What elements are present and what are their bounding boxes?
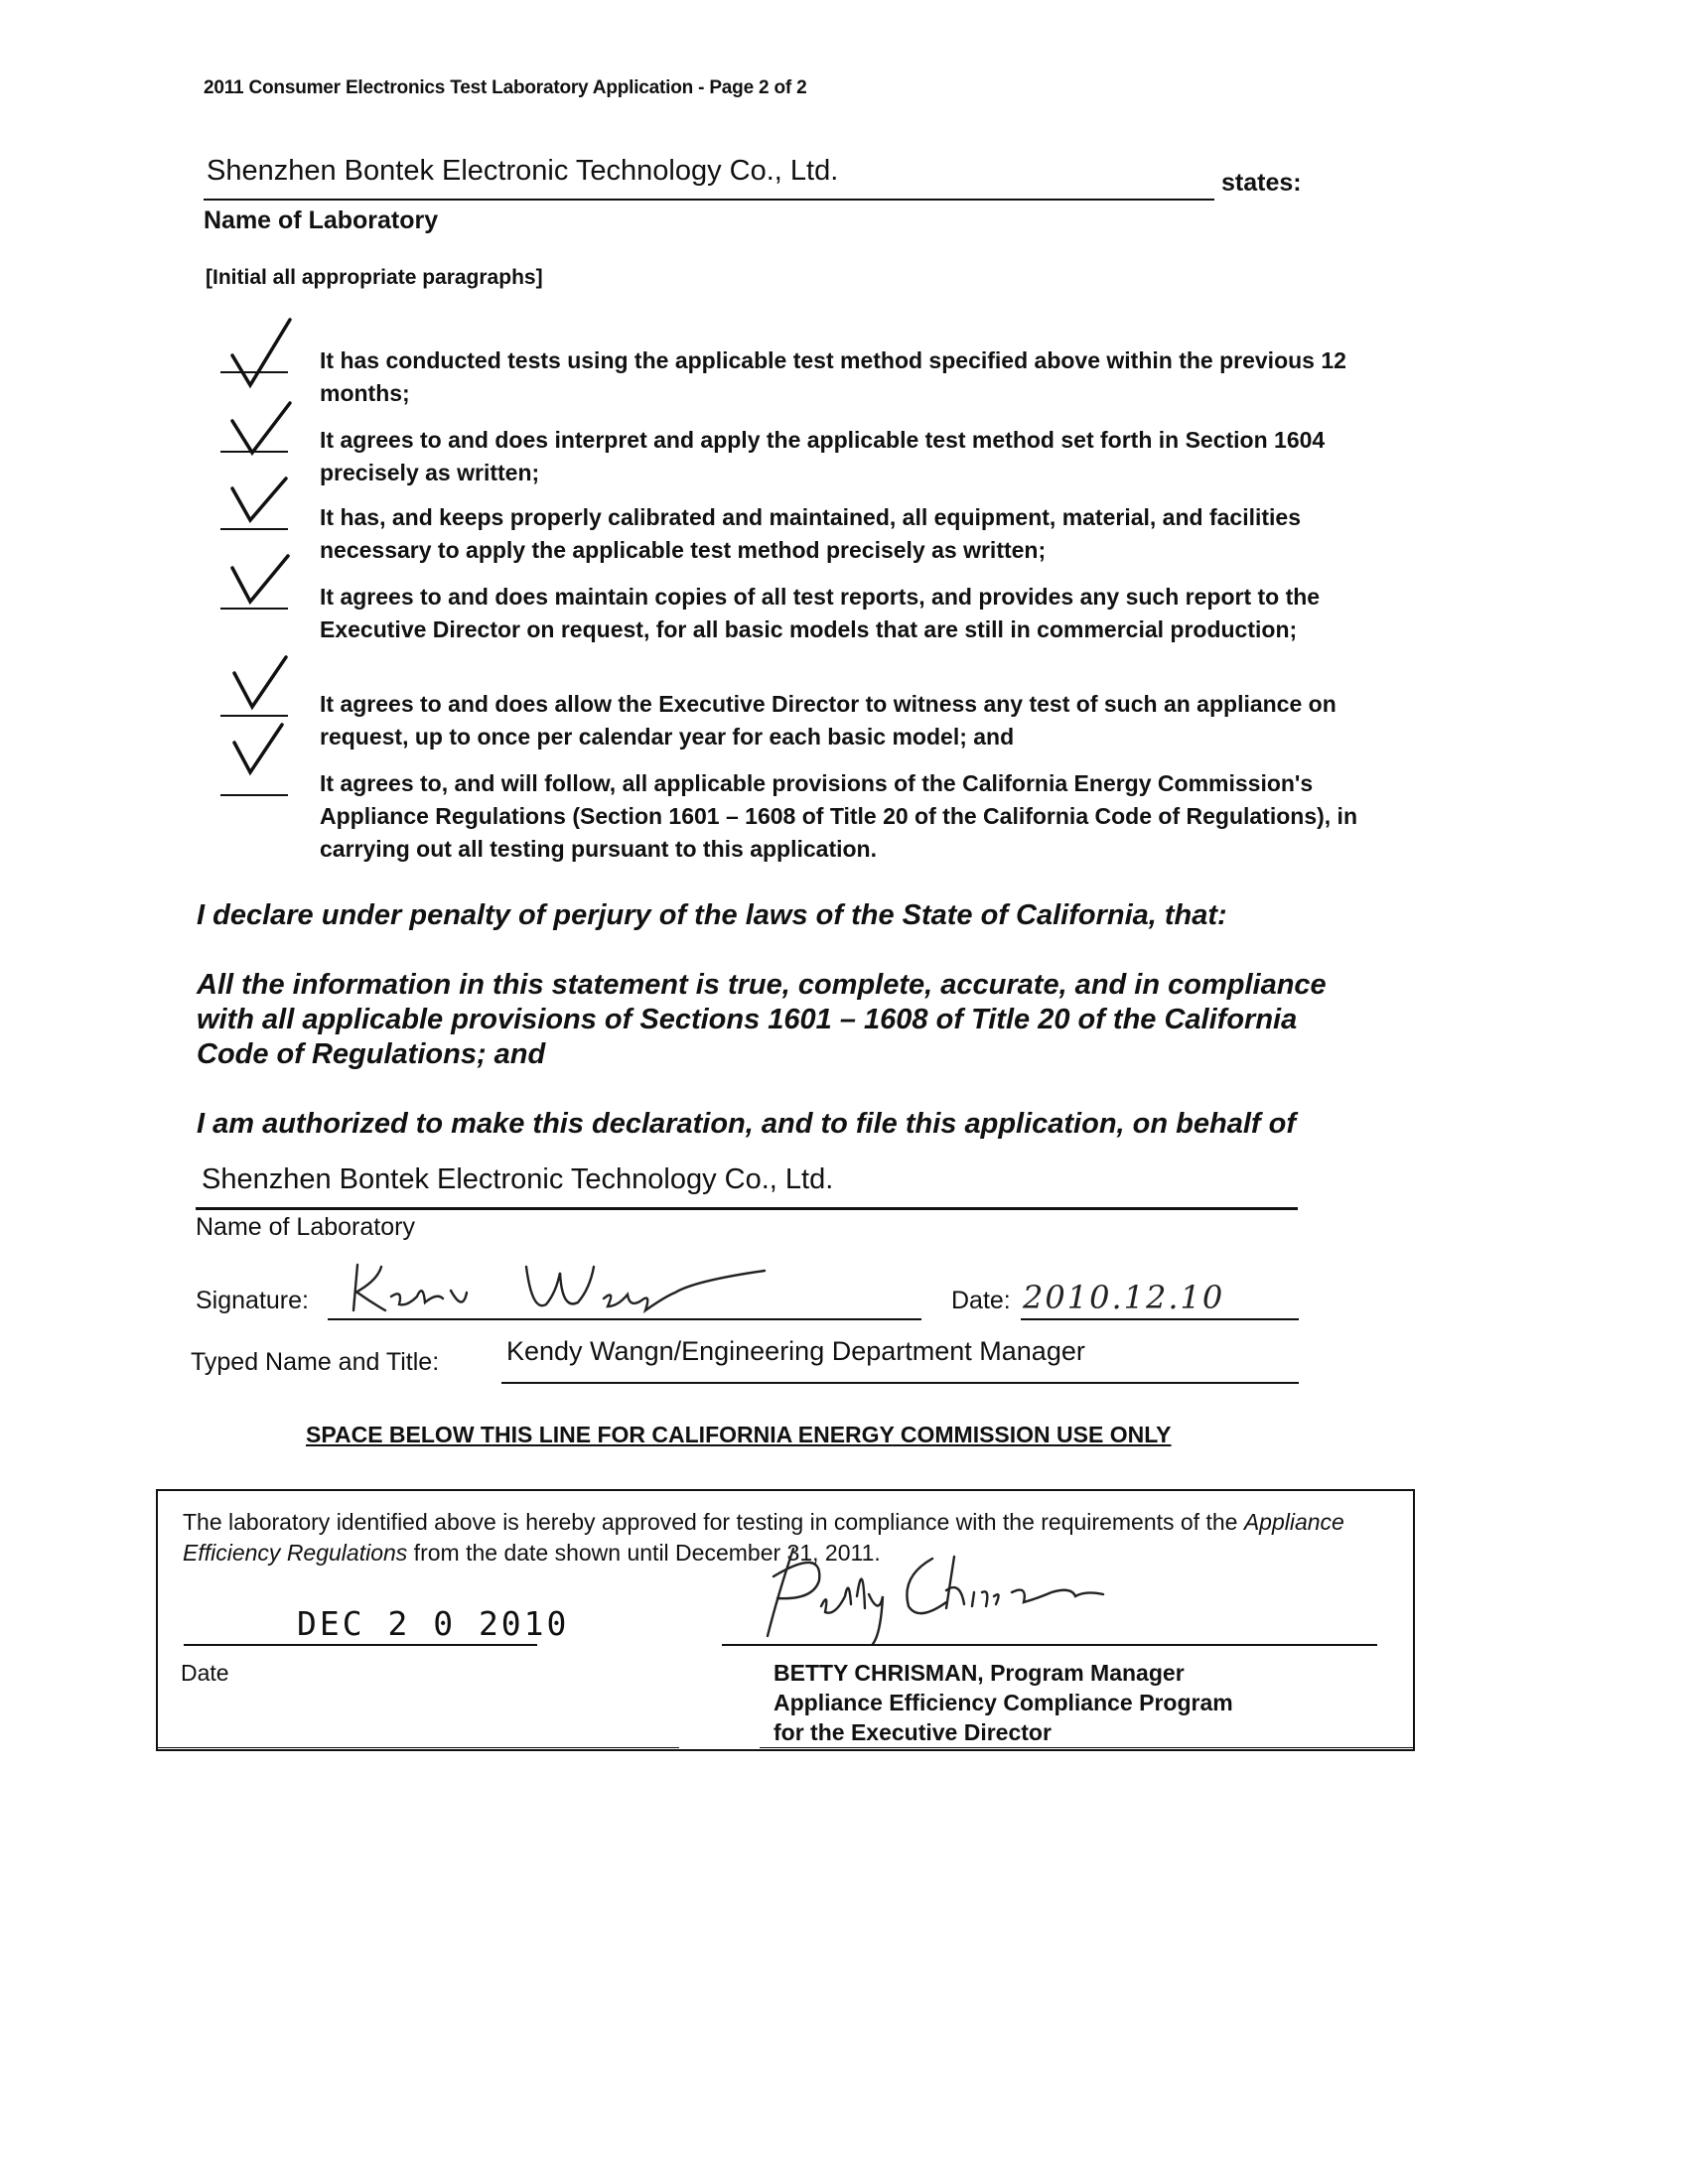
- approver-signature-rule: [722, 1644, 1377, 1646]
- laboratory-name-label: Name of Laboratory: [204, 206, 439, 234]
- paragraph-item: It agrees to and does interpret and apply the applicable test method set forth in Section 1604 precisely as written;: [320, 427, 1326, 485]
- approver-details: [774, 1658, 1233, 1747]
- checkmark-icon: [226, 399, 294, 459]
- initial-blank: [220, 715, 288, 717]
- declaration-line-2: All the information in this statement is true, complete, accurate, and in compliance with all applicable provisions of Sections 1601 – 1608 of Title 20 of the California Code of Regulations; and: [197, 969, 1327, 1070]
- declaration-line-1: I declare under penalty of perjury of the laws of the State of California, that:: [197, 899, 1227, 931]
- checkmark-icon: [226, 721, 294, 778]
- initial-blank: [220, 528, 288, 530]
- approval-bottom-rule: [158, 1747, 679, 1748]
- initial-blank: [220, 371, 288, 373]
- initial-blank: [220, 451, 288, 453]
- date-rule: [1021, 1318, 1299, 1320]
- approval-box: [156, 1489, 1415, 1751]
- checkmark-icon: [226, 475, 294, 526]
- checkmark-icon: [226, 653, 294, 713]
- behalf-laboratory-name: Shenzhen Bontek Electronic Technology Co., Ltd.: [202, 1163, 834, 1195]
- initial-blank: [220, 794, 288, 796]
- date-label: Date:: [951, 1287, 1011, 1314]
- approver-bottom-rule: [760, 1747, 1415, 1748]
- checkmark-icon: [226, 552, 294, 608]
- page-header: 2011 Consumer Electronics Test Laboratory Application - Page 2 of 2: [204, 77, 807, 98]
- signature-date: 2010.12.10: [1023, 1279, 1225, 1316]
- applicant-signature: [348, 1253, 774, 1322]
- paragraph-item: It agrees to and does maintain copies of all test reports, and provides any such report to the Executive Director on request, for all basic models that are still in commercial production;: [320, 584, 1321, 642]
- laboratory-name-rule: [204, 199, 1214, 201]
- initial-blank: [220, 608, 288, 610]
- typed-name-rule: [501, 1382, 1299, 1384]
- approver-program: Appliance Efficiency Compliance Program: [774, 1690, 1233, 1715]
- approval-date-stamp: DEC 2 0 2010: [297, 1604, 570, 1643]
- approval-date-rule: [184, 1644, 537, 1646]
- paragraph-item: It agrees to, and will follow, all applicable provisions of the California Energy Commission's Appliance Regulations (Section 1601 – 1608 of Title 20 of the California Code of Regulations), in carrying out all testing pursuant to this application.: [320, 770, 1357, 862]
- approver-signature: [734, 1537, 1151, 1646]
- laboratory-name: Shenzhen Bontek Electronic Technology Co., Ltd.: [207, 155, 839, 187]
- behalf-name-label: Name of Laboratory: [196, 1213, 415, 1241]
- paragraph-item: It has conducted tests using the applicable test method specified above within the previous 12 months;: [320, 347, 1346, 406]
- behalf-name-rule: [196, 1207, 1298, 1210]
- regulations-title: Appliance Efficiency Regulations: [183, 1509, 1344, 1566]
- approval-text: The laboratory identified above is hereby approved for testing in compliance with the requirements of the Appliance Efficiency Regulations from the date shown until December 31, 2011.: [183, 1509, 1344, 1566]
- paragraph-item: It agrees to and does allow the Executive Director to witness any test of such an appliance on request, up to once per calendar year for each basic model; and: [320, 691, 1336, 750]
- approver-role: for the Executive Director: [774, 1719, 1052, 1745]
- paragraph-item: It has, and keeps properly calibrated and maintained, all equipment, material, and facilities necessary to apply the applicable test method precisely as written;: [320, 504, 1302, 563]
- declaration-line-3: I am authorized to make this declaration, and to file this application, on behalf of: [197, 1108, 1296, 1140]
- signature-label: Signature:: [196, 1287, 309, 1314]
- approval-date-label: Date: [181, 1660, 229, 1686]
- typed-name-label: Typed Name and Title:: [191, 1348, 440, 1376]
- instruction-text: [Initial all appropriate paragraphs]: [206, 266, 543, 289]
- checkmark-icon: [226, 316, 294, 391]
- approver-name-title: BETTY CHRISMAN, Program Manager: [774, 1660, 1185, 1686]
- signature-rule: [328, 1318, 921, 1320]
- typed-name-value: Kendy Wangn/Engineering Department Manager: [506, 1336, 1085, 1366]
- states-label: states:: [1221, 169, 1302, 197]
- commission-use-notice: SPACE BELOW THIS LINE FOR CALIFORNIA ENERGY COMMISSION USE ONLY: [306, 1422, 1172, 1447]
